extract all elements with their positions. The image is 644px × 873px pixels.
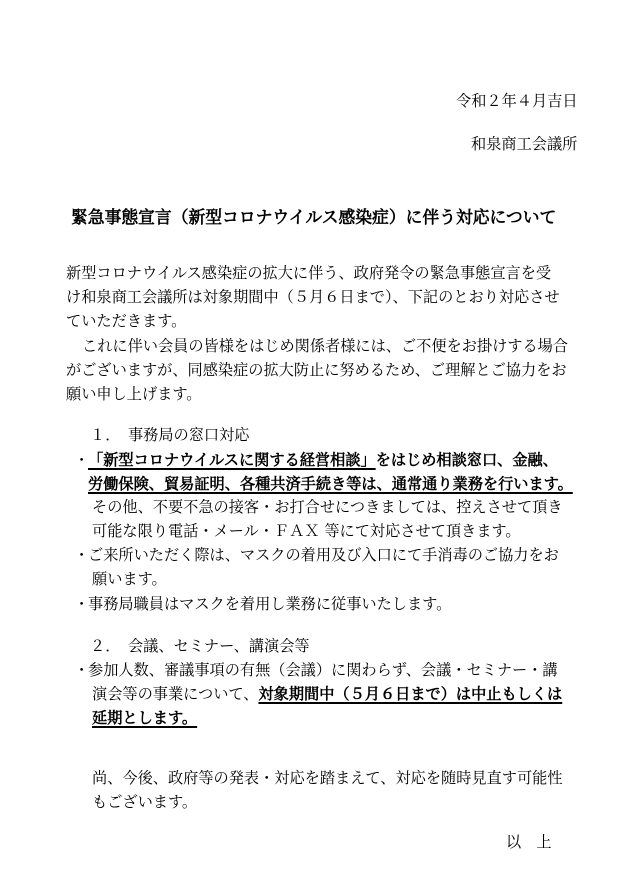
intro-p1-line3: ていただきます。: [66, 312, 187, 330]
document-title: 緊急事態宣言（新型コロナウイルス感染症）に伴う対応について: [71, 207, 557, 227]
section2-bullet1-line2: [92, 684, 562, 704]
date-line: 令和２年４月吉日: [456, 92, 578, 110]
section1-bullet2-line2: 願います。: [92, 570, 167, 588]
section1-bullet3-marker: ・: [74, 595, 90, 613]
section1-bullet1-line4: 可能な限り電話・メール・ＦＡＸ 等にて対応させて頂きます。: [92, 522, 521, 540]
intro-p2-line1: これに伴い会員の皆様をはじめ関係者様には、ご不便をお掛けする場合: [82, 337, 568, 355]
section2-heading: ２． 会議、セミナー、講演会等: [90, 637, 310, 655]
end-mark: 以 上: [506, 833, 552, 851]
consultation-rest: をはじめ相談窓口、金融、: [375, 451, 558, 469]
section1-bullet2-marker: ・: [74, 546, 90, 564]
closing-line2: もございます。: [92, 793, 198, 811]
intro-p1-line2: け和泉商工会議所は対象期間中（５月６日まで）、下記のとおり対応させ: [66, 288, 560, 306]
section1-bullet1-line3: その他、不要不急の接客・お打合せにつきましては、控えさせて頂き: [92, 498, 563, 516]
section1-bullet3-line1: 事務局職員はマスクを着用し業務に従事いたします。: [88, 595, 452, 613]
intro-p2-line3: 願い申し上げます。: [66, 385, 202, 403]
consultation-highlight: 「新型コロナウイルスに関する経営相談」: [88, 451, 376, 469]
section1-bullet1-marker: ・: [74, 451, 90, 469]
intro-p1-line1: 新型コロナウイルス感染症の拡大に伴う、政府発令の緊急事態宣言を受: [66, 264, 552, 282]
organization-name: 和泉商工会議所: [471, 135, 578, 153]
cancellation-notice: 対象期間中（５月６日まで）は中止もしくは: [258, 685, 563, 703]
intro-p2-line2: がございますが、同感染症の拡大防止に努めるため、ご理解とご協力をお: [66, 361, 567, 379]
section1-bullet1-line2: 労働保険、貿易証明、各種共済手続き等は、通常通り業務を行います。: [88, 475, 573, 493]
section1-bullet1-line1: [88, 450, 558, 470]
closing-line1: 尚、今後、政府等の発表・対応を踏まえて、対応を随時見直す可能性: [92, 769, 563, 787]
events-text: 演会等の事業について、: [92, 685, 259, 703]
section2-bullet1-line3: 延期とします。: [92, 709, 198, 727]
section1-bullet2-line1: ご来所いただく際は、マスクの着用及び入口にて手消毒のご協力をお: [88, 546, 559, 564]
section1-heading: １． 事務局の窓口対応: [90, 426, 250, 444]
section2-bullet1-line1: 参加人数、審議事項の有無（会議）に関わらず、会議・セミナー・講: [88, 661, 558, 679]
section2-bullet1-marker: ・: [74, 661, 90, 679]
